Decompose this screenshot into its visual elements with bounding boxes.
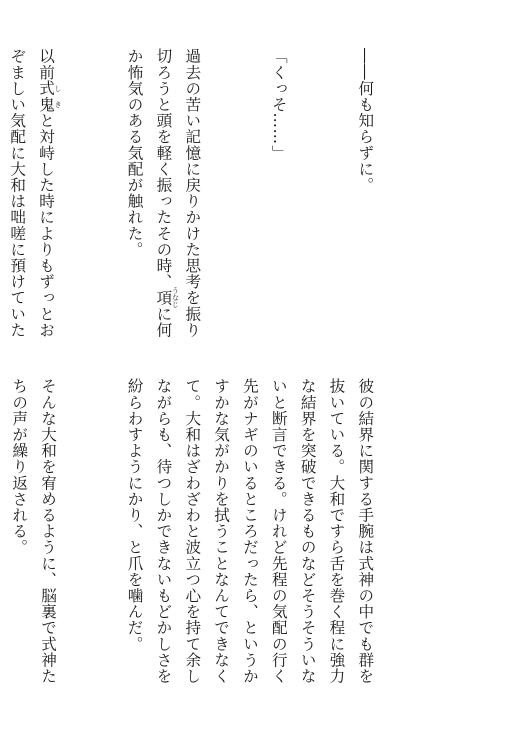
paragraph: ――何も知らずに。 <box>356 48 375 193</box>
ruby-annotation: 項 うなじ <box>154 287 180 309</box>
paragraph: 以前式鬼 しきと対峙した時によりもずっとおぞましい気配に大和は咄嗟に預けていた <box>8 48 63 338</box>
lower-text-block <box>10 378 437 698</box>
ruby-annotation: 式鬼 しき <box>37 80 63 113</box>
paragraph: 彼の結界に関する手腕は式神の中でも群を抜いている。大和ですら舌を巻く程に強力な結界を突破できるものなどそうそういないと断言できる。けれど先程の気配の行く先がナギのいるところだったら、というかすかな気がかりを拭うことなんてできなくて。大和はざわざわと波立つ心を持て余しながらも、待つしかできないもどかしさを紛らわすようにかり、と爪を噛んだ。 <box>125 378 375 684</box>
upper-text-block <box>8 48 437 348</box>
paragraph: 過去の苦い記憶に戻りかけた思考を振り切ろうと頭を軽く振ったその時、項 うなじに何か怖気のある気配が触れた。 <box>125 48 202 338</box>
paragraph: 「くっそ……」 <box>269 48 288 161</box>
paragraph: そんな大和を宥めるように、脳裏で式神たちの声が繰り返される。 <box>10 378 58 684</box>
